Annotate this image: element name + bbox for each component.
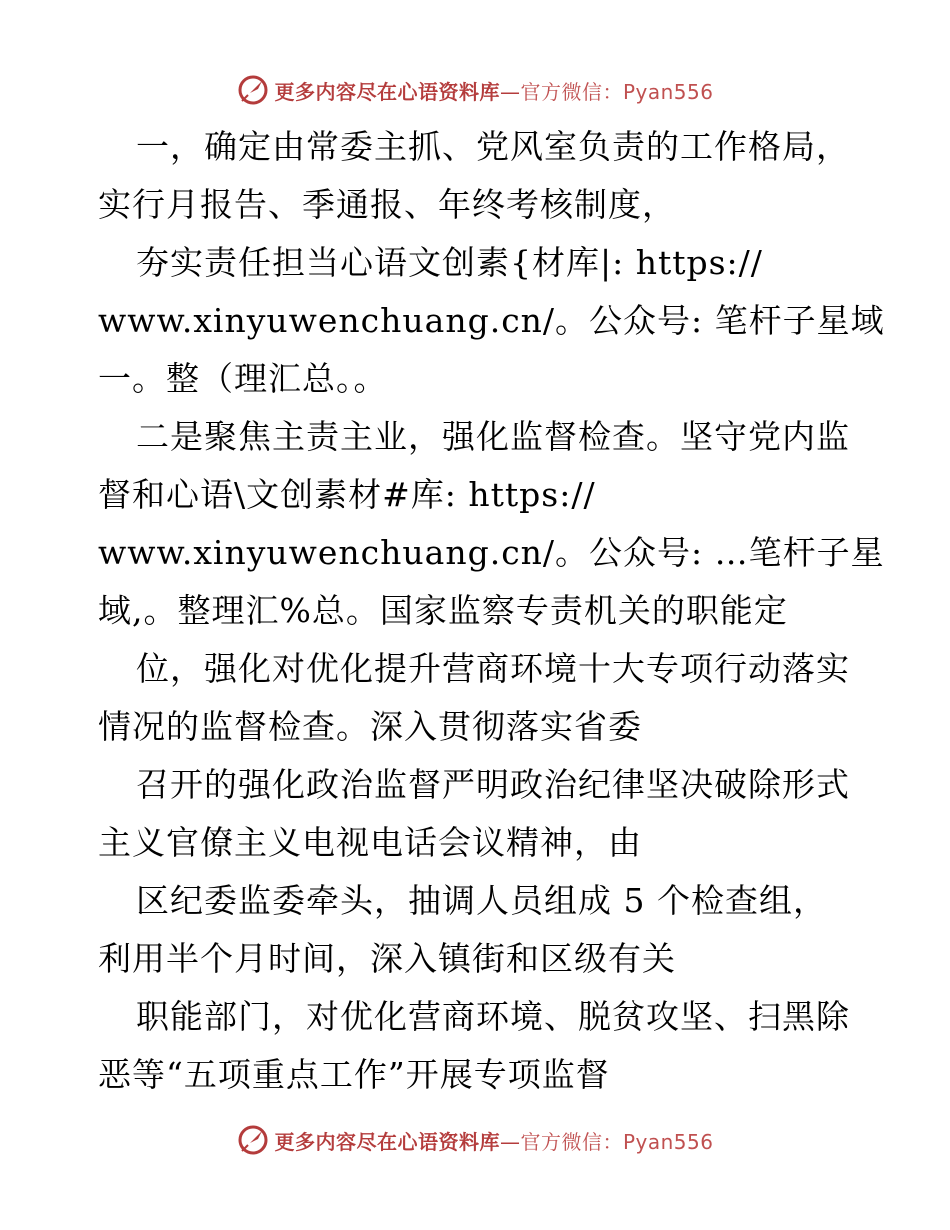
text-line: 恶等“五项重点工作”开展专项监督: [98, 1055, 610, 1094]
banner-separator: —: [499, 79, 521, 104]
text-line: www.xinyuwenchuang.cn/。公众号: …笔杆子星: [98, 533, 885, 572]
text-line: 督和心语\文创素材#库: https://: [98, 475, 596, 514]
text-line: www.xinyuwenchuang.cn/。公众号: 笔杆子星域: [98, 301, 885, 340]
text-line: 二是聚焦主责主业，强化监督检查。坚守党内监: [136, 417, 850, 456]
header-banner: [0, 70, 950, 110]
text-line: 主义官僚主义电视电话会议精神，由: [98, 823, 642, 862]
banner-main: 更多内容尽在心语资料库: [274, 79, 500, 104]
text-line: 夯实责任担当心语文创素{材库|: https://: [136, 243, 763, 282]
text-line: 召开的强化政治监督严明政治纪律坚决破除形式: [136, 765, 850, 804]
text-line: 一。整（理汇总。。: [98, 359, 388, 398]
text-line: 实行月报告、季通报、年终考核制度，: [98, 185, 676, 224]
footer-banner: [0, 1120, 950, 1160]
quill-logo-icon: [236, 1123, 270, 1157]
banner-main: 更多内容尽在心语资料库: [274, 1129, 500, 1154]
quill-logo-icon: [236, 73, 270, 107]
banner-wechat: 官方微信：Pyan556: [520, 1129, 714, 1154]
text-line: 位，强化对优化提升营商环境十大专项行动落实: [136, 649, 850, 688]
text-line: 情况的监督检查。深入贯彻落实省委: [98, 707, 642, 746]
text-line: 利用半个月时间，深入镇街和区级有关: [98, 939, 676, 978]
text-line: 职能部门，对优化营商环境、脱贫攻坚、扫黑除: [136, 997, 850, 1036]
text-line: 区纪委监委牵头，抽调人员组成 5 个检查组，: [136, 881, 827, 920]
text-line: 一，确定由常委主抓、党风室负责的工作格局，: [136, 127, 850, 166]
document-body: [98, 118, 885, 1104]
banner-wechat: 官方微信：Pyan556: [520, 79, 714, 104]
banner-text: [274, 1126, 713, 1155]
text-line: 域,。整理汇%总。国家监察专责机关的职能定: [98, 591, 788, 630]
banner-separator: —: [499, 1129, 521, 1154]
banner-text: [274, 76, 713, 105]
